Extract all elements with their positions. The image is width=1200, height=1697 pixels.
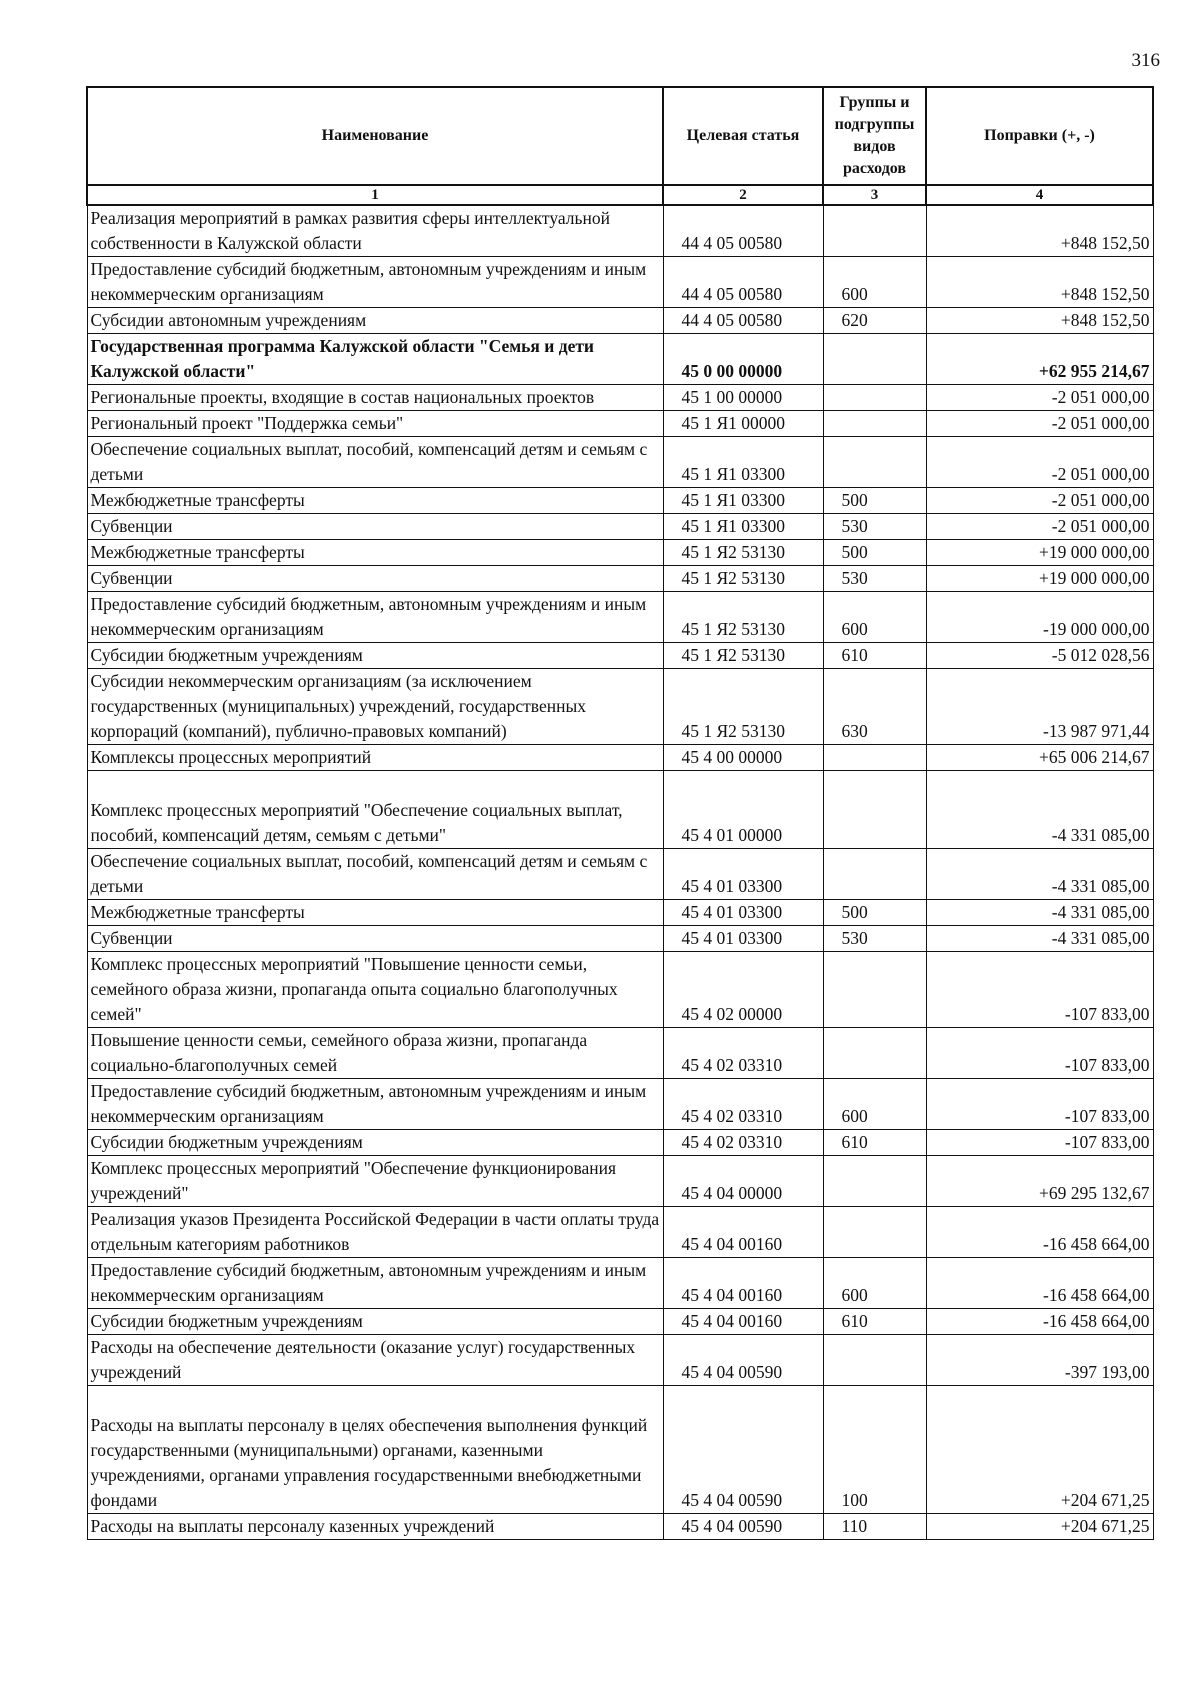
row-name: Комплекс процессных мероприятий "Обеспечение социальных выплат, пособий, компенсаций детям, семьям с детьми"	[87, 771, 663, 849]
row-name: Предоставление субсидий бюджетным, автономным учреждениям и иным некоммерческим организациям	[87, 1258, 663, 1309]
row-expense-group: 600	[823, 1079, 926, 1130]
row-expense-group	[823, 437, 926, 488]
row-name: Субсидии бюджетным учреждениям	[87, 1309, 663, 1335]
row-target-article: 45 1 Я2 53130	[663, 669, 823, 745]
row-amendment: -107 833,00	[926, 1079, 1153, 1130]
table-row	[87, 1079, 1153, 1130]
row-expense-group: 110	[823, 1514, 926, 1540]
row-target-article: 45 1 Я1 00000	[663, 411, 823, 437]
table-row	[87, 437, 1153, 488]
row-amendment: +848 152,50	[926, 205, 1153, 257]
row-expense-group	[823, 771, 926, 849]
row-target-article: 45 4 00 00000	[663, 745, 823, 771]
row-expense-group: 600	[823, 257, 926, 308]
row-expense-group: 600	[823, 592, 926, 643]
row-amendment: +848 152,50	[926, 308, 1153, 334]
row-expense-group	[823, 745, 926, 771]
row-amendment: -107 833,00	[926, 1028, 1153, 1079]
row-target-article: 45 1 Я1 03300	[663, 488, 823, 514]
table-row	[87, 771, 1153, 849]
table-row	[87, 1309, 1153, 1335]
table-row	[87, 1028, 1153, 1079]
row-name: Расходы на выплаты персоналу казенных учреждений	[87, 1514, 663, 1540]
row-name: Субвенции	[87, 926, 663, 952]
table-row	[87, 1258, 1153, 1309]
table-row	[87, 1386, 1153, 1514]
row-target-article: 44 4 05 00580	[663, 308, 823, 334]
row-name: Субсидии некоммерческим организациям (за исключением государственных (муниципальных) учреждений, государственных корпораций (компаний), публично-правовых компаний)	[87, 669, 663, 745]
row-name: Повышение ценности семьи, семейного образа жизни, пропаганда социально-благополучных семей	[87, 1028, 663, 1079]
row-name: Комплексы процессных мероприятий	[87, 745, 663, 771]
row-name: Региональные проекты, входящие в состав национальных проектов	[87, 385, 663, 411]
row-target-article: 45 1 Я2 53130	[663, 643, 823, 669]
header-name: Наименование	[87, 87, 663, 185]
header-expense-groups: Группы и подгруппы видов расходов	[823, 87, 926, 185]
table-row	[87, 1130, 1153, 1156]
row-expense-group	[823, 1028, 926, 1079]
table-row	[87, 566, 1153, 592]
row-name: Расходы на обеспечение деятельности (оказание услуг) государственных учреждений	[87, 1335, 663, 1386]
table-row	[87, 1335, 1153, 1386]
row-target-article: 45 1 Я2 53130	[663, 592, 823, 643]
header-target-article: Целевая статья	[663, 87, 823, 185]
row-target-article: 45 4 02 03310	[663, 1130, 823, 1156]
row-expense-group: 530	[823, 566, 926, 592]
row-expense-group	[823, 411, 926, 437]
row-expense-group: 500	[823, 488, 926, 514]
row-amendment: +848 152,50	[926, 257, 1153, 308]
row-amendment: -16 458 664,00	[926, 1258, 1153, 1309]
table-row	[87, 952, 1153, 1028]
column-number: 3	[823, 185, 926, 205]
row-target-article: 45 1 Я1 03300	[663, 514, 823, 540]
row-name: Субвенции	[87, 514, 663, 540]
row-expense-group	[823, 849, 926, 900]
row-name: Реализация мероприятий в рамках развития сферы интеллектуальной собственности в Калужской области	[87, 205, 663, 257]
table-row	[87, 745, 1153, 771]
table-row	[87, 669, 1153, 745]
table-row	[87, 926, 1153, 952]
row-amendment: -4 331 085,00	[926, 771, 1153, 849]
row-name: Предоставление субсидий бюджетным, автономным учреждениям и иным некоммерческим организациям	[87, 592, 663, 643]
row-expense-group	[823, 1156, 926, 1207]
row-expense-group: 610	[823, 1130, 926, 1156]
row-name: Реализация указов Президента Российской Федерации в части оплаты труда отдельным категориям работников	[87, 1207, 663, 1258]
row-target-article: 45 1 Я2 53130	[663, 566, 823, 592]
row-amendment: +204 671,25	[926, 1386, 1153, 1514]
table-row	[87, 540, 1153, 566]
column-number: 1	[87, 185, 663, 205]
row-name: Субсидии бюджетным учреждениям	[87, 1130, 663, 1156]
row-expense-group	[823, 385, 926, 411]
row-name: Предоставление субсидий бюджетным, автономным учреждениям и иным некоммерческим организациям	[87, 257, 663, 308]
row-amendment: -4 331 085,00	[926, 849, 1153, 900]
row-target-article: 45 4 02 03310	[663, 1079, 823, 1130]
table-body	[87, 205, 1153, 1540]
row-target-article: 45 4 01 03300	[663, 849, 823, 900]
row-name: Субсидии автономным учреждениям	[87, 308, 663, 334]
row-expense-group: 500	[823, 900, 926, 926]
row-expense-group: 610	[823, 1309, 926, 1335]
table-row	[87, 849, 1153, 900]
table-row	[87, 1156, 1153, 1207]
table-row	[87, 257, 1153, 308]
row-target-article: 45 4 01 00000	[663, 771, 823, 849]
row-amendment: +69 295 132,67	[926, 1156, 1153, 1207]
row-expense-group: 630	[823, 669, 926, 745]
row-target-article: 44 4 05 00580	[663, 257, 823, 308]
row-target-article: 45 4 04 00590	[663, 1386, 823, 1514]
row-amendment: -16 458 664,00	[926, 1207, 1153, 1258]
table-row	[87, 514, 1153, 540]
row-amendment: -2 051 000,00	[926, 488, 1153, 514]
row-expense-group: 530	[823, 514, 926, 540]
row-target-article: 45 1 Я2 53130	[663, 540, 823, 566]
table-row	[87, 900, 1153, 926]
row-name: Государственная программа Калужской области "Семья и дети Калужской области"	[87, 334, 663, 385]
row-amendment: -4 331 085,00	[926, 900, 1153, 926]
row-amendment: -2 051 000,00	[926, 385, 1153, 411]
table-header-row	[87, 87, 1153, 185]
page-number: 316	[1131, 50, 1160, 71]
row-target-article: 45 4 01 03300	[663, 926, 823, 952]
table-row	[87, 205, 1153, 257]
row-amendment: -2 051 000,00	[926, 411, 1153, 437]
row-amendment: -5 012 028,56	[926, 643, 1153, 669]
row-name: Комплекс процессных мероприятий "Повышение ценности семьи, семейного образа жизни, пропаганда опыта социально благополучных семей"	[87, 952, 663, 1028]
row-name: Межбюджетные трансферты	[87, 540, 663, 566]
column-number-row	[87, 185, 1153, 205]
table-row	[87, 385, 1153, 411]
row-target-article: 45 4 04 00160	[663, 1309, 823, 1335]
row-expense-group: 500	[823, 540, 926, 566]
row-target-article: 45 4 04 00160	[663, 1258, 823, 1309]
row-amendment: -4 331 085,00	[926, 926, 1153, 952]
row-expense-group	[823, 952, 926, 1028]
row-expense-group: 620	[823, 308, 926, 334]
row-target-article: 45 4 02 03310	[663, 1028, 823, 1079]
row-expense-group: 600	[823, 1258, 926, 1309]
row-target-article: 45 4 02 00000	[663, 952, 823, 1028]
row-target-article: 45 1 Я1 03300	[663, 437, 823, 488]
row-expense-group: 610	[823, 643, 926, 669]
table-row	[87, 411, 1153, 437]
row-name: Предоставление субсидий бюджетным, автономным учреждениям и иным некоммерческим организациям	[87, 1079, 663, 1130]
row-target-article: 45 4 04 00160	[663, 1207, 823, 1258]
row-name: Субсидии бюджетным учреждениям	[87, 643, 663, 669]
row-amendment: +204 671,25	[926, 1514, 1153, 1540]
row-name: Межбюджетные трансферты	[87, 900, 663, 926]
row-amendment: +62 955 214,67	[926, 334, 1153, 385]
row-name: Обеспечение социальных выплат, пособий, компенсаций детям и семьям с детьми	[87, 849, 663, 900]
table-row	[87, 1207, 1153, 1258]
row-name: Комплекс процессных мероприятий "Обеспечение функционирования учреждений"	[87, 1156, 663, 1207]
row-target-article: 44 4 05 00580	[663, 205, 823, 257]
row-amendment: +19 000 000,00	[926, 566, 1153, 592]
row-name: Расходы на выплаты персоналу в целях обеспечения выполнения функций государственными (муниципальными) органами, казенными учреждениями, органами управления государственными внебюджетными фондами	[87, 1386, 663, 1514]
row-name: Межбюджетные трансферты	[87, 488, 663, 514]
row-target-article: 45 4 01 03300	[663, 900, 823, 926]
row-amendment: -107 833,00	[926, 1130, 1153, 1156]
row-expense-group: 530	[823, 926, 926, 952]
header-amendments: Поправки (+, -)	[926, 87, 1153, 185]
table-row	[87, 1514, 1153, 1540]
table-row	[87, 334, 1153, 385]
row-amendment: -13 987 971,44	[926, 669, 1153, 745]
row-amendment: +19 000 000,00	[926, 540, 1153, 566]
row-expense-group	[823, 205, 926, 257]
row-target-article: 45 0 00 00000	[663, 334, 823, 385]
row-name: Региональный проект "Поддержка семьи"	[87, 411, 663, 437]
column-number: 2	[663, 185, 823, 205]
row-expense-group: 100	[823, 1386, 926, 1514]
row-expense-group	[823, 1207, 926, 1258]
table-row	[87, 592, 1153, 643]
row-amendment: -397 193,00	[926, 1335, 1153, 1386]
table-row	[87, 643, 1153, 669]
row-amendment: -2 051 000,00	[926, 514, 1153, 540]
row-name: Субвенции	[87, 566, 663, 592]
row-target-article: 45 4 04 00590	[663, 1335, 823, 1386]
column-number: 4	[926, 185, 1153, 205]
budget-amendments-table	[86, 86, 1154, 1540]
row-amendment: -2 051 000,00	[926, 437, 1153, 488]
row-amendment: -19 000 000,00	[926, 592, 1153, 643]
row-target-article: 45 4 04 00590	[663, 1514, 823, 1540]
row-name: Обеспечение социальных выплат, пособий, компенсаций детям и семьям с детьми	[87, 437, 663, 488]
row-expense-group	[823, 1335, 926, 1386]
row-amendment: +65 006 214,67	[926, 745, 1153, 771]
row-target-article: 45 4 04 00000	[663, 1156, 823, 1207]
table-row	[87, 488, 1153, 514]
row-target-article: 45 1 00 00000	[663, 385, 823, 411]
table-row	[87, 308, 1153, 334]
row-expense-group	[823, 334, 926, 385]
row-amendment: -107 833,00	[926, 952, 1153, 1028]
row-amendment: -16 458 664,00	[926, 1309, 1153, 1335]
